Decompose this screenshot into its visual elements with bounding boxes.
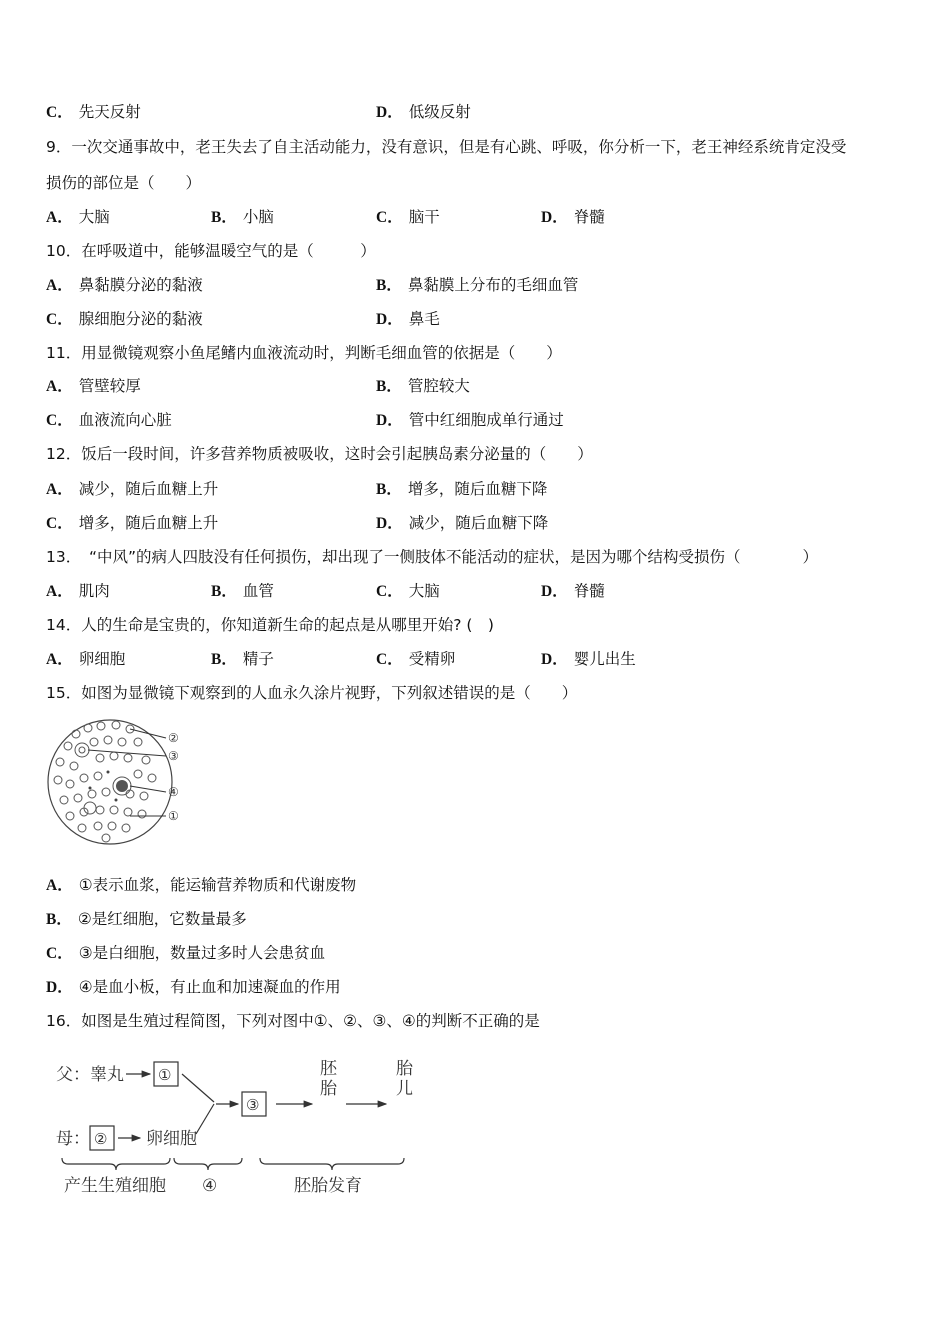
option-letter: D．: [376, 104, 403, 121]
q12-option-a[interactable]: [46, 479, 218, 500]
blood-smear-figure: [46, 712, 186, 852]
q10-option-c[interactable]: [46, 309, 203, 330]
option-text: 受精卵: [408, 650, 456, 668]
option-letter: C．: [376, 583, 403, 600]
q14-option-d[interactable]: [541, 649, 636, 670]
egg-label: 卵细胞: [146, 1129, 197, 1149]
option-letter: A．: [46, 209, 73, 226]
q10-option-d[interactable]: [376, 309, 440, 330]
figure-label-2: ②: [168, 731, 179, 745]
option-text: 血管: [242, 582, 274, 600]
option-text: 减少，随后血糖上升: [78, 480, 219, 498]
option-text: 管壁较厚: [78, 377, 141, 395]
q8-option-d[interactable]: [376, 102, 471, 123]
embryo-bottom: 胎: [320, 1079, 337, 1099]
q13-option-b[interactable]: [211, 581, 274, 602]
option-text: 鼻黏膜分泌的黏液: [78, 276, 203, 294]
option-letter: A．: [46, 481, 73, 498]
q15-stem: 15．如图为显微镜下观察到的人血永久涂片视野，下列叙述错误的是（ ）: [46, 684, 578, 702]
option-text: 增多，随后血糖上升: [78, 514, 219, 532]
q11-option-d[interactable]: [376, 410, 564, 431]
option-letter: A．: [46, 877, 73, 894]
option-letter: B．: [211, 583, 237, 600]
option-letter: B．: [46, 911, 72, 928]
option-text: 脑干: [408, 208, 440, 226]
embryo-top: 胚: [320, 1059, 337, 1079]
option-text: 鼻黏膜上分布的毛细血管: [407, 276, 579, 294]
option-text: 婴儿出生: [573, 650, 636, 668]
option-text: 腺细胞分泌的黏液: [78, 310, 203, 328]
box-1-label: ①: [158, 1066, 172, 1084]
option-letter: C．: [46, 412, 73, 429]
option-letter: C．: [376, 209, 403, 226]
option-text: 减少，随后血糖下降: [408, 514, 549, 532]
q14-option-a[interactable]: [46, 649, 125, 670]
fetus-top: 胎: [396, 1059, 413, 1079]
option-letter: D．: [541, 583, 568, 600]
q9-stem-cont: 损伤的部位是（ ）: [46, 174, 202, 192]
option-text: 大脑: [408, 582, 440, 600]
option-letter: D．: [46, 979, 73, 996]
option-letter: A．: [46, 651, 73, 668]
father-label: 父：睾丸: [56, 1065, 124, 1085]
option-text: 精子: [242, 650, 274, 668]
brace-label-3: 胚胎发育: [294, 1176, 362, 1196]
option-text: 低级反射: [408, 103, 471, 121]
q10-stem: 10．在呼吸道中，能够温暖空气的是（ ）: [46, 242, 376, 260]
option-letter: D．: [376, 412, 403, 429]
option-letter: D．: [541, 209, 568, 226]
option-text: 大脑: [78, 208, 110, 226]
option-text: ④是血小板，有止血和加速凝血的作用: [78, 978, 341, 996]
mother-label: 母：: [56, 1129, 90, 1149]
q9-stem: 9．一次交通事故中，老王失去了自主活动能力，没有意识，但是有心跳、呼吸，你分析一下，老王神经系统肯定没受: [46, 138, 847, 156]
option-letter: A．: [46, 277, 73, 294]
figure-label-3: ③: [168, 749, 179, 763]
option-letter: B．: [376, 481, 402, 498]
q13-stem: 13． “中风”的病人四肢没有任何损伤，却出现了一侧肢体不能活动的症状，是因为哪个结构受损伤（ ）: [46, 548, 819, 566]
q12-stem: 12．饭后一段时间，许多营养物质被吸收，这时会引起胰岛素分泌量的（ ）: [46, 445, 593, 463]
option-letter: B．: [376, 378, 402, 395]
q14-option-b[interactable]: [211, 649, 274, 670]
option-text: 先天反射: [78, 103, 141, 121]
q11-stem: 11．用显微镜观察小鱼尾鳍内血液流动时，判断毛细血管的依据是（ ）: [46, 344, 562, 362]
figure-label-1: ①: [168, 809, 179, 823]
q9-option-d[interactable]: [541, 207, 605, 228]
q8-option-c[interactable]: [46, 102, 141, 123]
reproduction-diagram: [50, 1050, 420, 1200]
q13-option-d[interactable]: [541, 581, 605, 602]
option-text: ①表示血浆，能运输营养物质和代谢废物: [78, 876, 357, 894]
fetus-bottom: 儿: [396, 1079, 413, 1099]
option-text: 脊髓: [573, 208, 605, 226]
option-letter: B．: [211, 651, 237, 668]
option-letter: C．: [46, 945, 73, 962]
q9-option-a[interactable]: [46, 207, 110, 228]
q12-option-b[interactable]: [376, 479, 547, 500]
box-2-label: ②: [94, 1130, 108, 1148]
q10-option-a[interactable]: [46, 275, 203, 296]
option-text: 卵细胞: [78, 650, 126, 668]
option-text: 管腔较大: [407, 377, 470, 395]
q9-option-c[interactable]: [376, 207, 440, 228]
option-letter: D．: [376, 515, 403, 532]
option-letter: C．: [46, 515, 73, 532]
option-letter: C．: [46, 104, 73, 121]
q9-option-b[interactable]: [211, 207, 274, 228]
q14-option-c[interactable]: [376, 649, 455, 670]
q15-option-a[interactable]: [46, 875, 356, 896]
option-letter: B．: [211, 209, 237, 226]
q11-option-b[interactable]: [376, 376, 470, 397]
option-text: 管中红细胞成单行通过: [408, 411, 564, 429]
q15-option-d[interactable]: [46, 977, 341, 998]
option-text: 鼻毛: [408, 310, 440, 328]
option-text: 增多，随后血糖下降: [407, 480, 548, 498]
q15-option-b[interactable]: [46, 909, 247, 930]
option-text: 血液流向心脏: [78, 411, 172, 429]
option-letter: D．: [376, 311, 403, 328]
box-3-label: ③: [246, 1096, 260, 1114]
option-letter: D．: [541, 651, 568, 668]
q11-option-a[interactable]: [46, 376, 141, 397]
option-text: 脊髓: [573, 582, 605, 600]
option-letter: A．: [46, 583, 73, 600]
figure-label-4: ④: [168, 785, 179, 799]
brace-label-1: 产生生殖细胞: [64, 1176, 166, 1196]
brace-label-2: ④: [202, 1176, 218, 1196]
q16-stem: 16．如图是生殖过程简图，下列对图中①、②、③、④的判断不正确的是: [46, 1012, 540, 1030]
q10-option-b[interactable]: [376, 275, 578, 296]
option-text: ③是白细胞，数量过多时人会患贫血: [78, 944, 326, 962]
option-letter: C．: [46, 311, 73, 328]
option-text: 小脑: [242, 208, 274, 226]
q13-option-a[interactable]: [46, 581, 110, 602]
option-letter: B．: [376, 277, 402, 294]
q15-option-c[interactable]: [46, 943, 325, 964]
q14-stem: 14．人的生命是宝贵的，你知道新生命的起点是从哪里开始? ( ): [46, 616, 494, 634]
option-letter: C．: [376, 651, 403, 668]
q11-option-c[interactable]: [46, 410, 172, 431]
option-text: ②是红细胞，它数量最多: [77, 910, 247, 928]
q12-option-c[interactable]: [46, 513, 218, 534]
option-letter: A．: [46, 378, 73, 395]
option-text: 肌肉: [78, 582, 110, 600]
q12-option-d[interactable]: [376, 513, 548, 534]
q13-option-c[interactable]: [376, 581, 440, 602]
